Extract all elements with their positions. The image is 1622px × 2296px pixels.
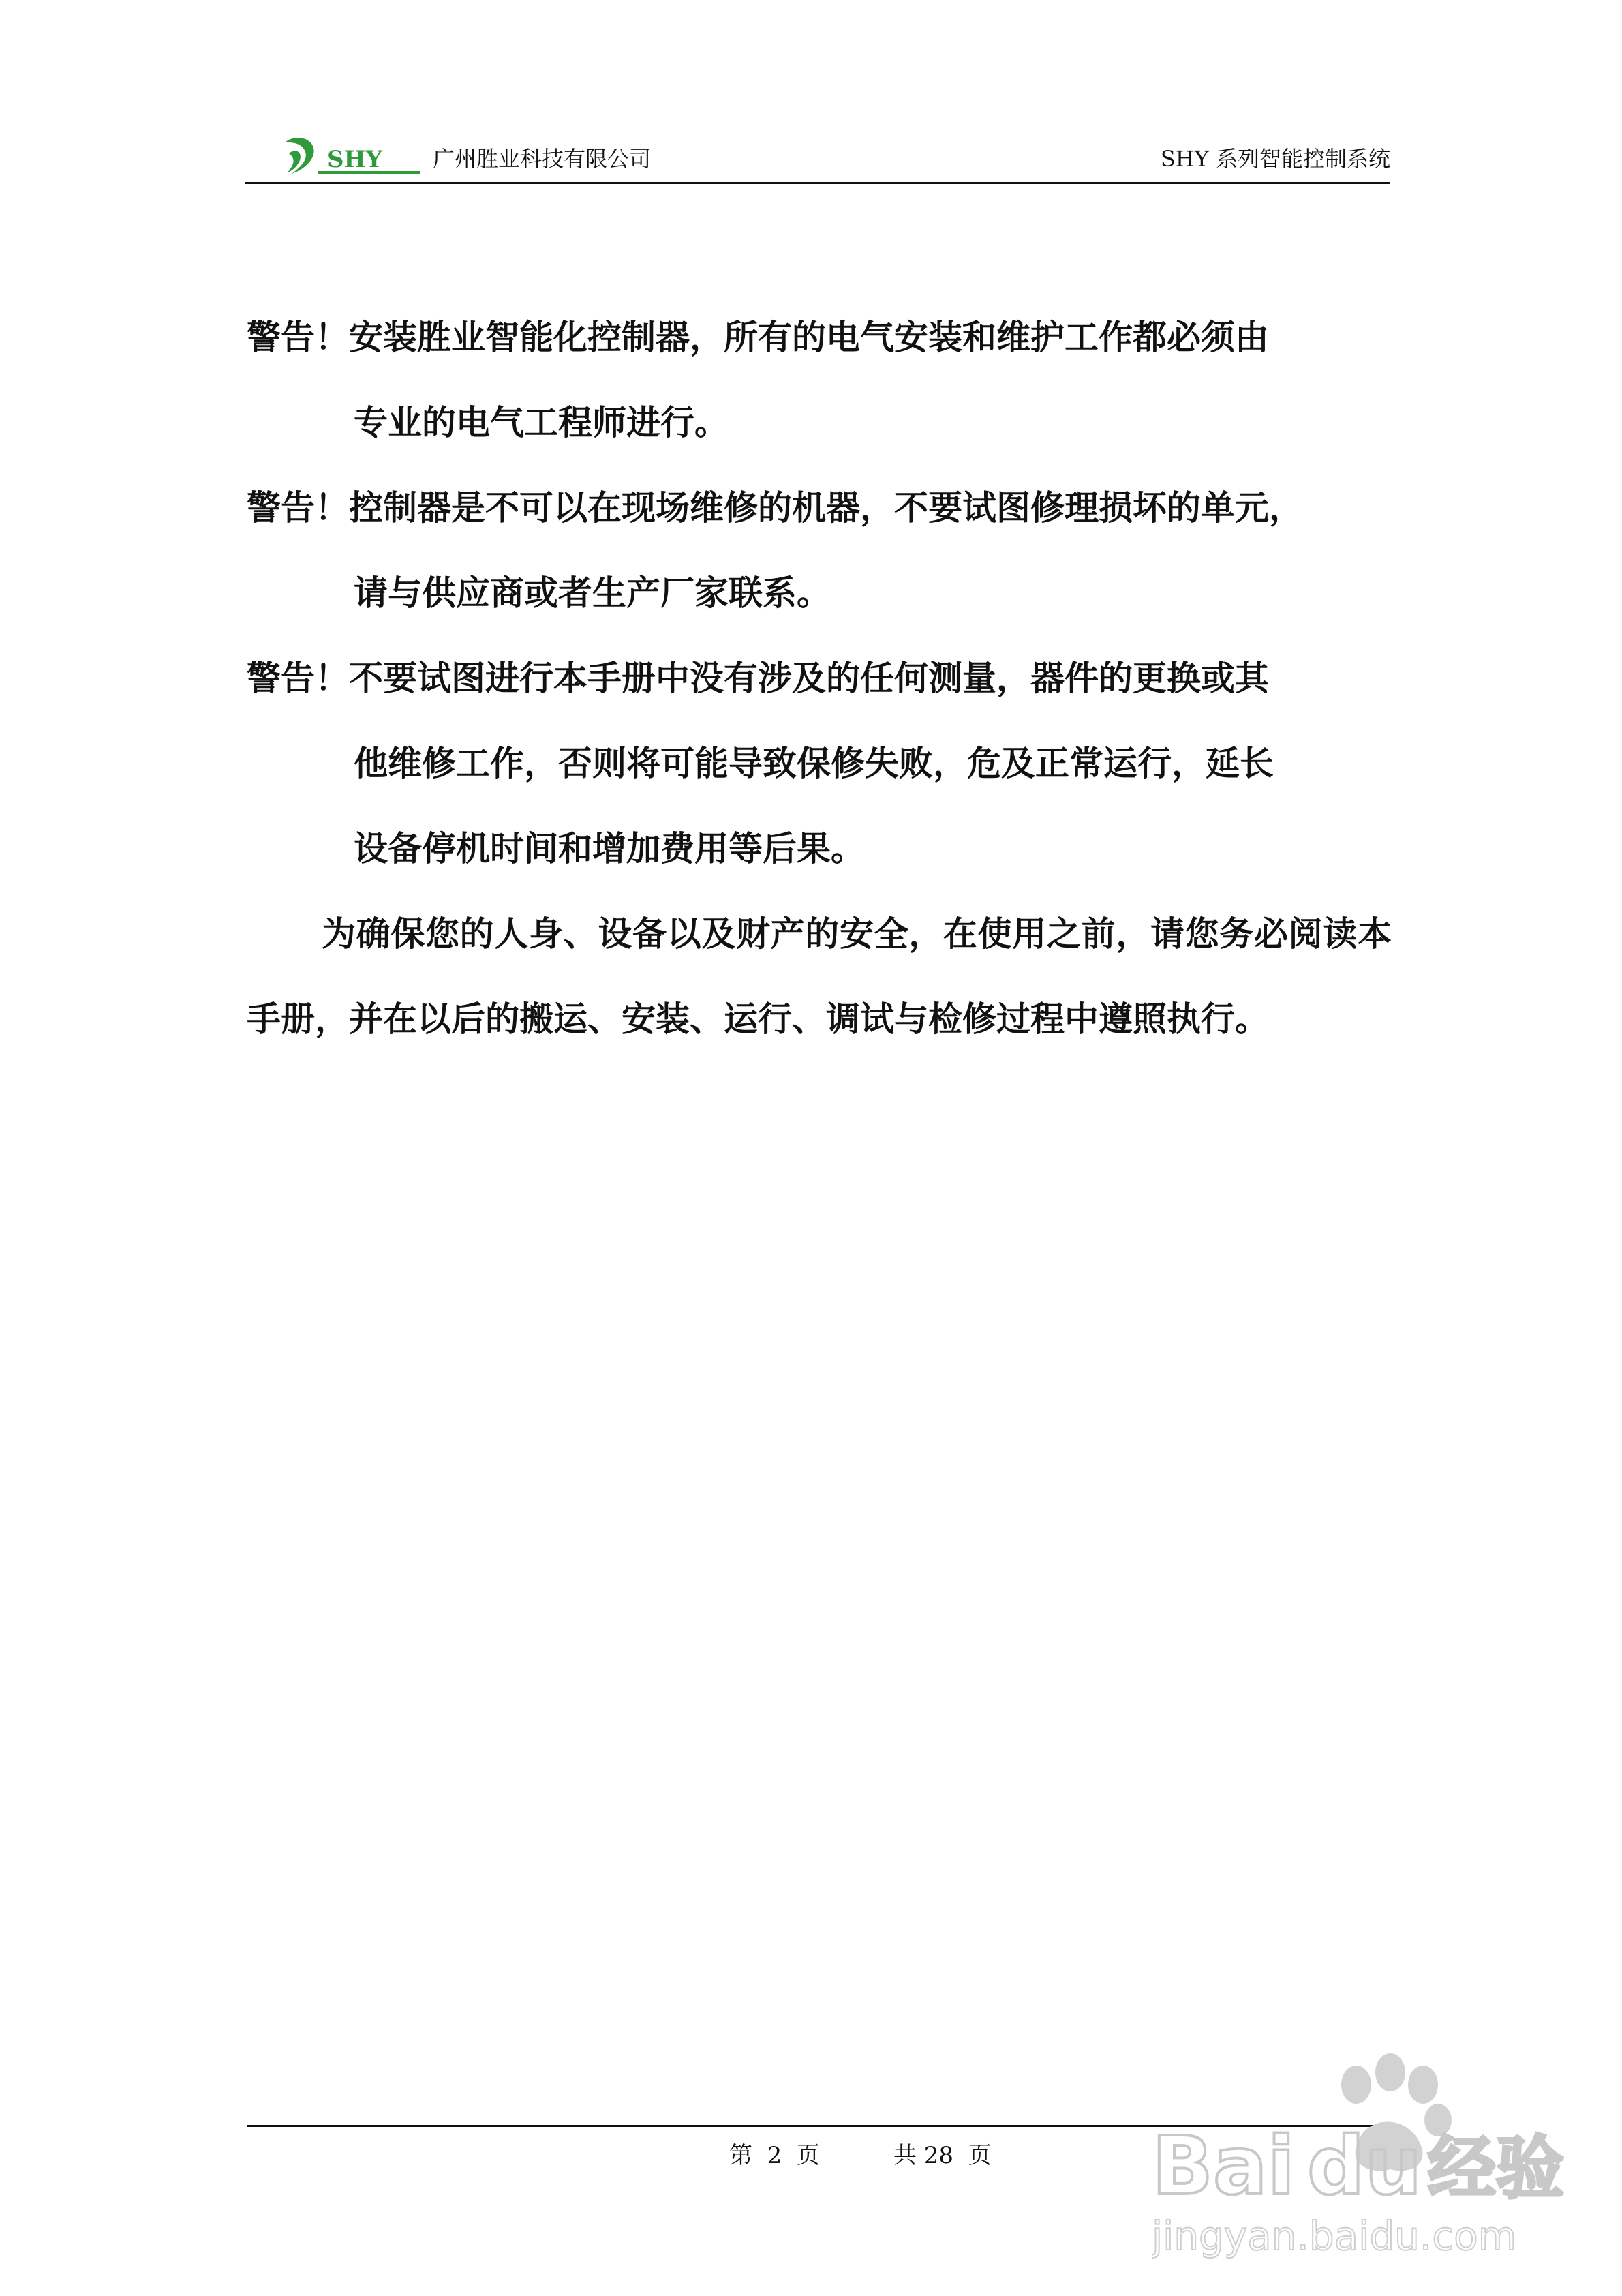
watermark-brand2: du [1307,2119,1422,2213]
warning-lead: 警告！ [247,487,349,528]
warning-text: 安装胜业智能化控制器，所有的电气安装和维护工作都必须由 [349,317,1269,357]
watermark-url: jingyan.baidu.com [1152,2213,1517,2259]
warning-lead: 警告！ [247,658,349,698]
baidu-watermark [1152,2045,1615,2291]
warning-3 [247,635,1392,891]
warning-continuation: 专业的电气工程师进行。 [354,402,729,442]
warning-continuation: 他维修工作，否则将可能导致保修失败，危及正常运行，延长 [354,743,1274,783]
warning-lead: 警告！ [247,317,349,357]
header-divider [245,182,1390,184]
warning-2 [247,465,1392,635]
page-header [245,133,1390,187]
warning-text: 不要试图进行本手册中没有涉及的任何测量，器件的更换或其 [349,658,1269,698]
watermark-brand: Bai [1152,2119,1296,2213]
system-name: SHY 系列智能控制系统 [1160,146,1390,172]
warning-text: 控制器是不可以在现场维修的机器，不要试图修理损坏的单元， [349,487,1303,528]
company-logo [279,133,423,181]
watermark-suffix: 经验 [1428,2128,1564,2208]
logo-text: SHY [327,146,382,173]
company-name: 广州胜业科技有限公司 [433,146,652,172]
safety-paragraph: 为确保您的人身、设备以及财产的安全，在使用之前，请您务必阅读本手册，并在以后的搬运、安装、运行、调试与检修过程中遵照执行。 [247,913,1392,1039]
warning-1 [247,294,1392,465]
warning-continuation: 请与供应商或者生产厂家联系。 [354,573,831,613]
document-body [247,294,1392,1096]
page-number: 第 2 页 共 28 页 [729,2142,992,2169]
warning-continuation: 设备停机时间和增加费用等后果。 [354,828,865,868]
